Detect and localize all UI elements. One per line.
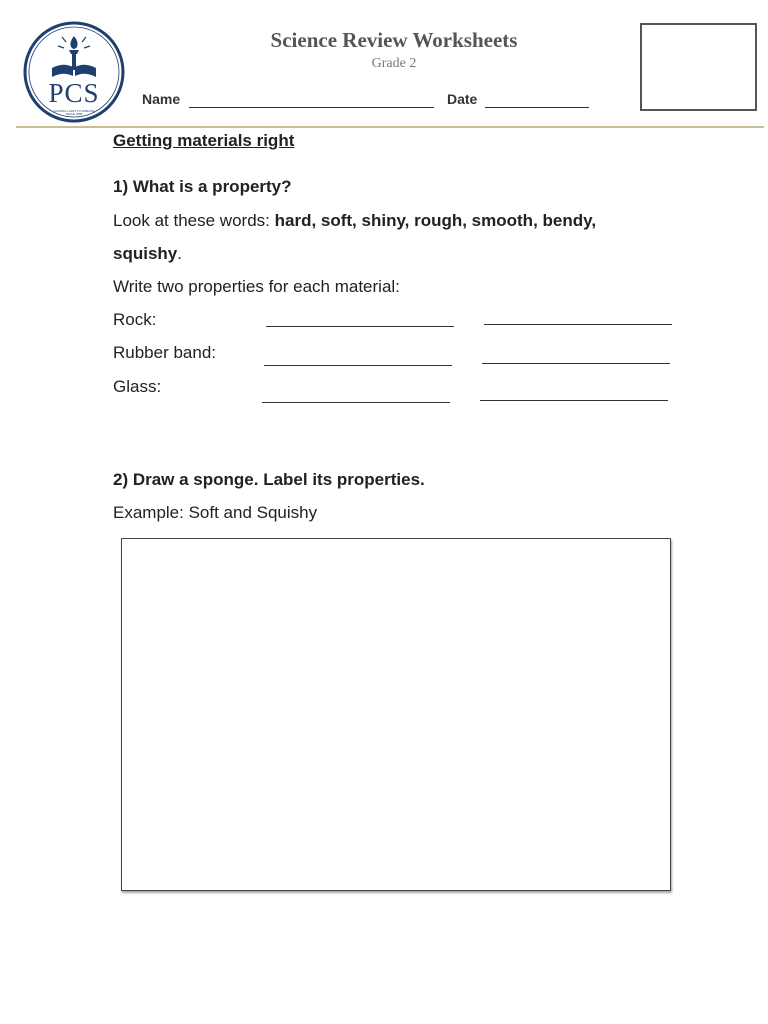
rubber-band-answer-line-1[interactable]	[264, 365, 452, 366]
date-field[interactable]	[485, 107, 589, 108]
q1-intro: Look at these words: hard, soft, shiny, rough, smooth, bendy,	[113, 211, 597, 230]
material-label-rubber-band: Rubber band:	[113, 343, 217, 362]
glass-answer-line-2[interactable]	[480, 400, 668, 401]
q1-heading: 1) What is a property?	[113, 177, 292, 196]
grade-subtitle: Grade 2	[371, 56, 417, 71]
rock-answer-line-1[interactable]	[266, 326, 454, 327]
score-box[interactable]	[640, 23, 757, 111]
school-logo	[22, 20, 126, 124]
rubber-band-answer-line-2[interactable]	[482, 363, 670, 364]
q1-property-word-last: squishy	[113, 244, 178, 263]
material-label-rock: Rock:	[113, 310, 157, 329]
q2-heading: 2) Draw a sponge. Label its properties.	[113, 470, 425, 489]
q2-example: Example: Soft and Squishy	[113, 503, 318, 522]
page-title: Science Review Worksheets	[270, 28, 518, 52]
name-field[interactable]	[189, 107, 434, 108]
name-label: Name	[142, 91, 181, 107]
logo-text: PCS	[48, 78, 100, 108]
glass-answer-line-1[interactable]	[262, 402, 450, 403]
q1-instruction: Write two properties for each material:	[113, 277, 400, 296]
date-label: Date	[447, 91, 478, 107]
material-label-glass: Glass:	[113, 377, 162, 396]
header-divider	[16, 126, 764, 128]
q1-property-words: hard, soft, shiny, rough, smooth, bendy,	[274, 211, 597, 230]
rock-answer-line-2[interactable]	[484, 324, 672, 325]
section-title: Getting materials right	[113, 131, 295, 150]
q1-intro-continued: squishy.	[113, 244, 182, 263]
logo-motto: GUIDING LIGHT TO WISDOM SINCE 1898	[53, 109, 95, 116]
sponge-drawing-area[interactable]	[121, 538, 671, 891]
